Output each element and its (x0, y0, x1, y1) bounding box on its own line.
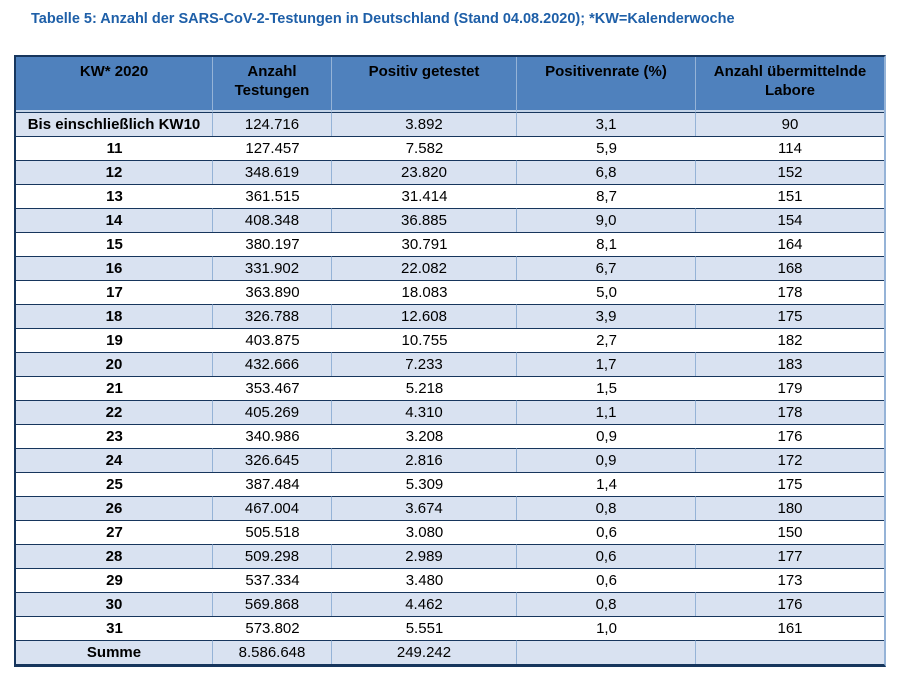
kw-cell: 20 (16, 352, 213, 376)
value-cell: 168 (696, 256, 884, 280)
value-cell: 467.004 (213, 496, 332, 520)
testing-table (16, 57, 884, 664)
table-row (16, 496, 884, 520)
summary-empty-rate (517, 640, 696, 664)
kw-cell: 15 (16, 232, 213, 256)
value-cell: 182 (696, 328, 884, 352)
value-cell: 5.551 (332, 616, 517, 640)
table-row (16, 472, 884, 496)
kw-cell: 31 (16, 616, 213, 640)
summary-empty-labs (696, 640, 884, 664)
value-cell: 127.457 (213, 136, 332, 160)
value-cell: 537.334 (213, 568, 332, 592)
kw-cell: 23 (16, 424, 213, 448)
value-cell: 3,9 (517, 304, 696, 328)
value-cell: 0,6 (517, 568, 696, 592)
value-cell: 124.716 (213, 112, 332, 136)
table-row (16, 136, 884, 160)
kw-cell: 27 (16, 520, 213, 544)
kw-cell: 16 (16, 256, 213, 280)
table-row (16, 376, 884, 400)
value-cell: 6,7 (517, 256, 696, 280)
kw-cell: 19 (16, 328, 213, 352)
value-cell: 1,4 (517, 472, 696, 496)
table-row (16, 616, 884, 640)
value-cell: 326.788 (213, 304, 332, 328)
summary-total-positive: 249.242 (332, 640, 517, 664)
value-cell: 8,1 (517, 232, 696, 256)
value-cell: 173 (696, 568, 884, 592)
value-cell: 0,9 (517, 424, 696, 448)
value-cell: 0,9 (517, 448, 696, 472)
value-cell: 1,5 (517, 376, 696, 400)
value-cell: 403.875 (213, 328, 332, 352)
value-cell: 30.791 (332, 232, 517, 256)
kw-cell: 30 (16, 592, 213, 616)
kw-cell: 12 (16, 160, 213, 184)
value-cell: 4.462 (332, 592, 517, 616)
table-row (16, 112, 884, 136)
value-cell: 1,0 (517, 616, 696, 640)
value-cell: 5.309 (332, 472, 517, 496)
value-cell: 340.986 (213, 424, 332, 448)
table-row (16, 304, 884, 328)
value-cell: 3.480 (332, 568, 517, 592)
value-cell: 164 (696, 232, 884, 256)
value-cell: 348.619 (213, 160, 332, 184)
kw-cell: 18 (16, 304, 213, 328)
header-row (16, 57, 884, 112)
table-row (16, 280, 884, 304)
value-cell: 4.310 (332, 400, 517, 424)
value-cell: 9,0 (517, 208, 696, 232)
value-cell: 151 (696, 184, 884, 208)
value-cell: 7.233 (332, 352, 517, 376)
value-cell: 178 (696, 280, 884, 304)
kw-cell: 24 (16, 448, 213, 472)
value-cell: 31.414 (332, 184, 517, 208)
value-cell: 3.892 (332, 112, 517, 136)
table-row (16, 520, 884, 544)
value-cell: 432.666 (213, 352, 332, 376)
value-cell: 152 (696, 160, 884, 184)
table-row (16, 232, 884, 256)
table-row (16, 400, 884, 424)
kw-cell: 29 (16, 568, 213, 592)
kw-cell: 11 (16, 136, 213, 160)
value-cell: 176 (696, 424, 884, 448)
kw-cell: 28 (16, 544, 213, 568)
value-cell: 175 (696, 304, 884, 328)
value-cell: 3,1 (517, 112, 696, 136)
value-cell: 6,8 (517, 160, 696, 184)
value-cell: 2.989 (332, 544, 517, 568)
table-row (16, 256, 884, 280)
value-cell: 23.820 (332, 160, 517, 184)
value-cell: 10.755 (332, 328, 517, 352)
value-cell: 1,7 (517, 352, 696, 376)
value-cell: 5.218 (332, 376, 517, 400)
table-row (16, 544, 884, 568)
column-header-rate: Positivenrate (%) (517, 57, 696, 112)
value-cell: 2,7 (517, 328, 696, 352)
kw-cell: 22 (16, 400, 213, 424)
value-cell: 175 (696, 472, 884, 496)
value-cell: 5,9 (517, 136, 696, 160)
table-caption: Tabelle 5: Anzahl der SARS-CoV-2-Testungen in Deutschland (Stand 04.08.2020); *KW=Kalenderwoche (31, 11, 735, 27)
kw-cell: 21 (16, 376, 213, 400)
table-row (16, 592, 884, 616)
table-row (16, 160, 884, 184)
table-body (16, 112, 884, 640)
kw-cell: 13 (16, 184, 213, 208)
kw-cell: 14 (16, 208, 213, 232)
value-cell: 0,8 (517, 592, 696, 616)
kw-cell: 26 (16, 496, 213, 520)
table-row (16, 352, 884, 376)
summary-label: Summe (16, 640, 213, 664)
table-row (16, 424, 884, 448)
value-cell: 150 (696, 520, 884, 544)
kw-cell: 17 (16, 280, 213, 304)
value-cell: 573.802 (213, 616, 332, 640)
value-cell: 569.868 (213, 592, 332, 616)
value-cell: 183 (696, 352, 884, 376)
value-cell: 331.902 (213, 256, 332, 280)
value-cell: 179 (696, 376, 884, 400)
value-cell: 0,8 (517, 496, 696, 520)
value-cell: 18.083 (332, 280, 517, 304)
value-cell: 180 (696, 496, 884, 520)
value-cell: 5,0 (517, 280, 696, 304)
table-header (16, 57, 884, 112)
column-header-kw: KW* 2020 (16, 57, 213, 112)
kw-cell: 25 (16, 472, 213, 496)
kw-cell: Bis einschließlich KW10 (16, 112, 213, 136)
value-cell: 509.298 (213, 544, 332, 568)
table-row (16, 208, 884, 232)
value-cell: 178 (696, 400, 884, 424)
summary-total-tests: 8.586.648 (213, 640, 332, 664)
value-cell: 154 (696, 208, 884, 232)
value-cell: 3.208 (332, 424, 517, 448)
value-cell: 12.608 (332, 304, 517, 328)
value-cell: 161 (696, 616, 884, 640)
value-cell: 505.518 (213, 520, 332, 544)
table-row (16, 328, 884, 352)
value-cell: 353.467 (213, 376, 332, 400)
value-cell: 22.082 (332, 256, 517, 280)
value-cell: 7.582 (332, 136, 517, 160)
table-footer (16, 640, 884, 664)
value-cell: 177 (696, 544, 884, 568)
value-cell: 8,7 (517, 184, 696, 208)
column-header-positive: Positiv getestet (332, 57, 517, 112)
value-cell: 0,6 (517, 544, 696, 568)
table-frame (14, 55, 886, 667)
value-cell: 0,6 (517, 520, 696, 544)
table-row (16, 568, 884, 592)
value-cell: 405.269 (213, 400, 332, 424)
column-header-labs: Anzahl übermittelnde Labore (696, 57, 884, 112)
value-cell: 114 (696, 136, 884, 160)
value-cell: 90 (696, 112, 884, 136)
value-cell: 380.197 (213, 232, 332, 256)
value-cell: 176 (696, 592, 884, 616)
value-cell: 1,1 (517, 400, 696, 424)
value-cell: 2.816 (332, 448, 517, 472)
value-cell: 36.885 (332, 208, 517, 232)
value-cell: 326.645 (213, 448, 332, 472)
summary-row (16, 640, 884, 664)
value-cell: 363.890 (213, 280, 332, 304)
table-row (16, 184, 884, 208)
value-cell: 408.348 (213, 208, 332, 232)
table-row (16, 448, 884, 472)
value-cell: 387.484 (213, 472, 332, 496)
value-cell: 3.080 (332, 520, 517, 544)
value-cell: 361.515 (213, 184, 332, 208)
value-cell: 3.674 (332, 496, 517, 520)
value-cell: 172 (696, 448, 884, 472)
column-header-tests: Anzahl Testungen (213, 57, 332, 112)
